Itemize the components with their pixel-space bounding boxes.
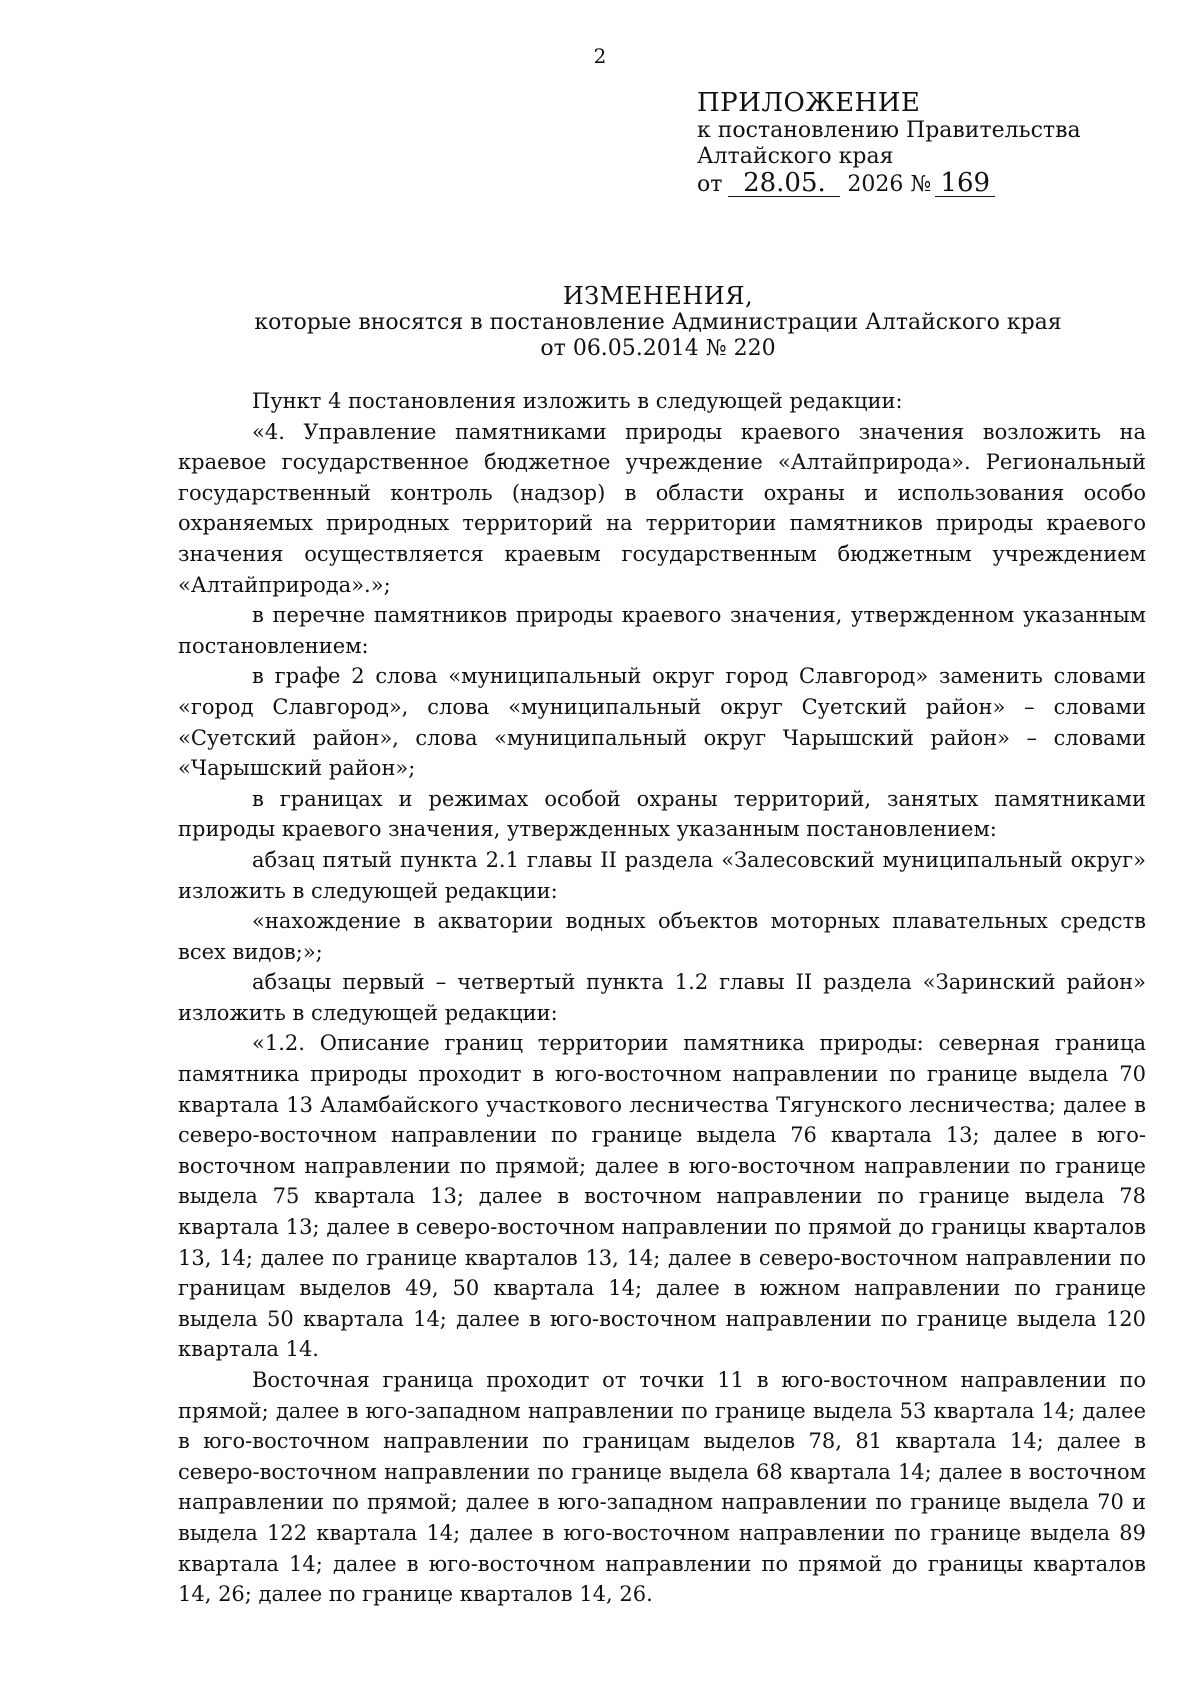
date-prefix: от <box>697 172 723 197</box>
appendix-date-row <box>697 170 1117 198</box>
paragraph: «1.2. Описание границ территории памятника природы: северная граница памятника природы проходит в юго-восточном направлении по границе выдела 70 квартала 13 Аламбайского участкового лесничества Тягунского лесничества; далее в северо-восточном направлении по границе выдела 76 квартала 13; далее в юго-восточном направлении по прямой; далее в юго-восточном направлении по границе выдела 75 квартала 13; далее в восточном направлении по границе выдела 78 квартала 13; далее в северо-восточном направлении по прямой до границы кварталов 13, 14; далее по границе кварталов 13, 14; далее в северо-восточном направлении по границам выделов 49, 50 квартала 14; далее в южном направлении по границе выдела 50 квартала 14; далее в юго-восточном направлении по границе выдела 120 квартала 14. <box>178 1031 1146 1362</box>
paragraph: в перечне памятников природы краевого значения, утвержденном указанным постановлением: <box>178 603 1146 658</box>
date-year: 2026 № <box>847 172 932 197</box>
appendix-title: ПРИЛОЖЕНИЕ <box>697 88 921 118</box>
changes-subtitle-2: от 06.05.2014 № 220 <box>540 336 776 361</box>
handwritten-date: 28.05. <box>728 170 840 197</box>
paragraph: в графе 2 слова «муниципальный округ город Славгород» заменить словами «город Славгород», слова «муниципальный округ Суетский район» – словами «Суетский район», слова «муниципальный округ Чарышский район» – словами «Чарышский район»; <box>178 664 1146 781</box>
appendix-line-2: Алтайского края <box>697 144 894 169</box>
changes-header <box>0 282 1200 362</box>
changes-subtitle-1: которые вносятся в постановление Администрации Алтайского края <box>254 310 1062 335</box>
page-number: 2 <box>593 44 607 68</box>
changes-title: ИЗМЕНЕНИЯ, <box>562 282 754 310</box>
paragraph: Восточная граница проходит от точки 11 в юго-восточном направлении по прямой; далее в юго-западном направлении по границе выдела 53 квартала 14; далее в юго-восточном направлении по границам выделов 78, 81 квартала 14; далее в северо-восточном направлении по границе выдела 68 квартала 14; далее в восточном направлении по прямой; далее в юго-западном направлении по границе выдела 70 и выдела 122 квартала 14; далее в юго-восточном направлении по границе выдела 89 квартала 14; далее в юго-восточном направлении по прямой до границы кварталов 14, 26; далее по границе кварталов 14, 26. <box>178 1368 1146 1607</box>
appendix-block <box>697 88 1117 198</box>
paragraph: в границах и режимах особой охраны территорий, занятых памятниками природы краевого значения, утвержденных указанным постановлением: <box>178 786 1146 842</box>
handwritten-number: 169 <box>935 170 995 197</box>
appendix-line-1: к постановлению Правительства <box>697 118 1081 143</box>
paragraph: «4. Управление памятниками природы краевого значения возложить на краевое государственное бюджетное учреждение «Алтайприрода». Региональный государственный контроль (надзор) в области охраны и использования особо охраняемых природных территорий на территории памятников природы краевого значения осуществляется краевым государственным бюджетным учреждением «Алтайприрода».»; <box>178 419 1146 597</box>
paragraph: абзац пятый пункта 2.1 главы II раздела «Залесовский муниципальный округ» изложить в следующей редакции: <box>178 847 1146 903</box>
document-body <box>178 386 1146 1610</box>
paragraph: Пункт 4 постановления изложить в следующей редакции: <box>252 389 903 413</box>
paragraph: «нахождение в акватории водных объектов моторных плавательных средств всех видов;»; <box>178 909 1146 964</box>
paragraph: абзацы первый – четвертый пункта 1.2 главы II раздела «Заринский район» изложить в следующей редакции: <box>178 970 1146 1025</box>
